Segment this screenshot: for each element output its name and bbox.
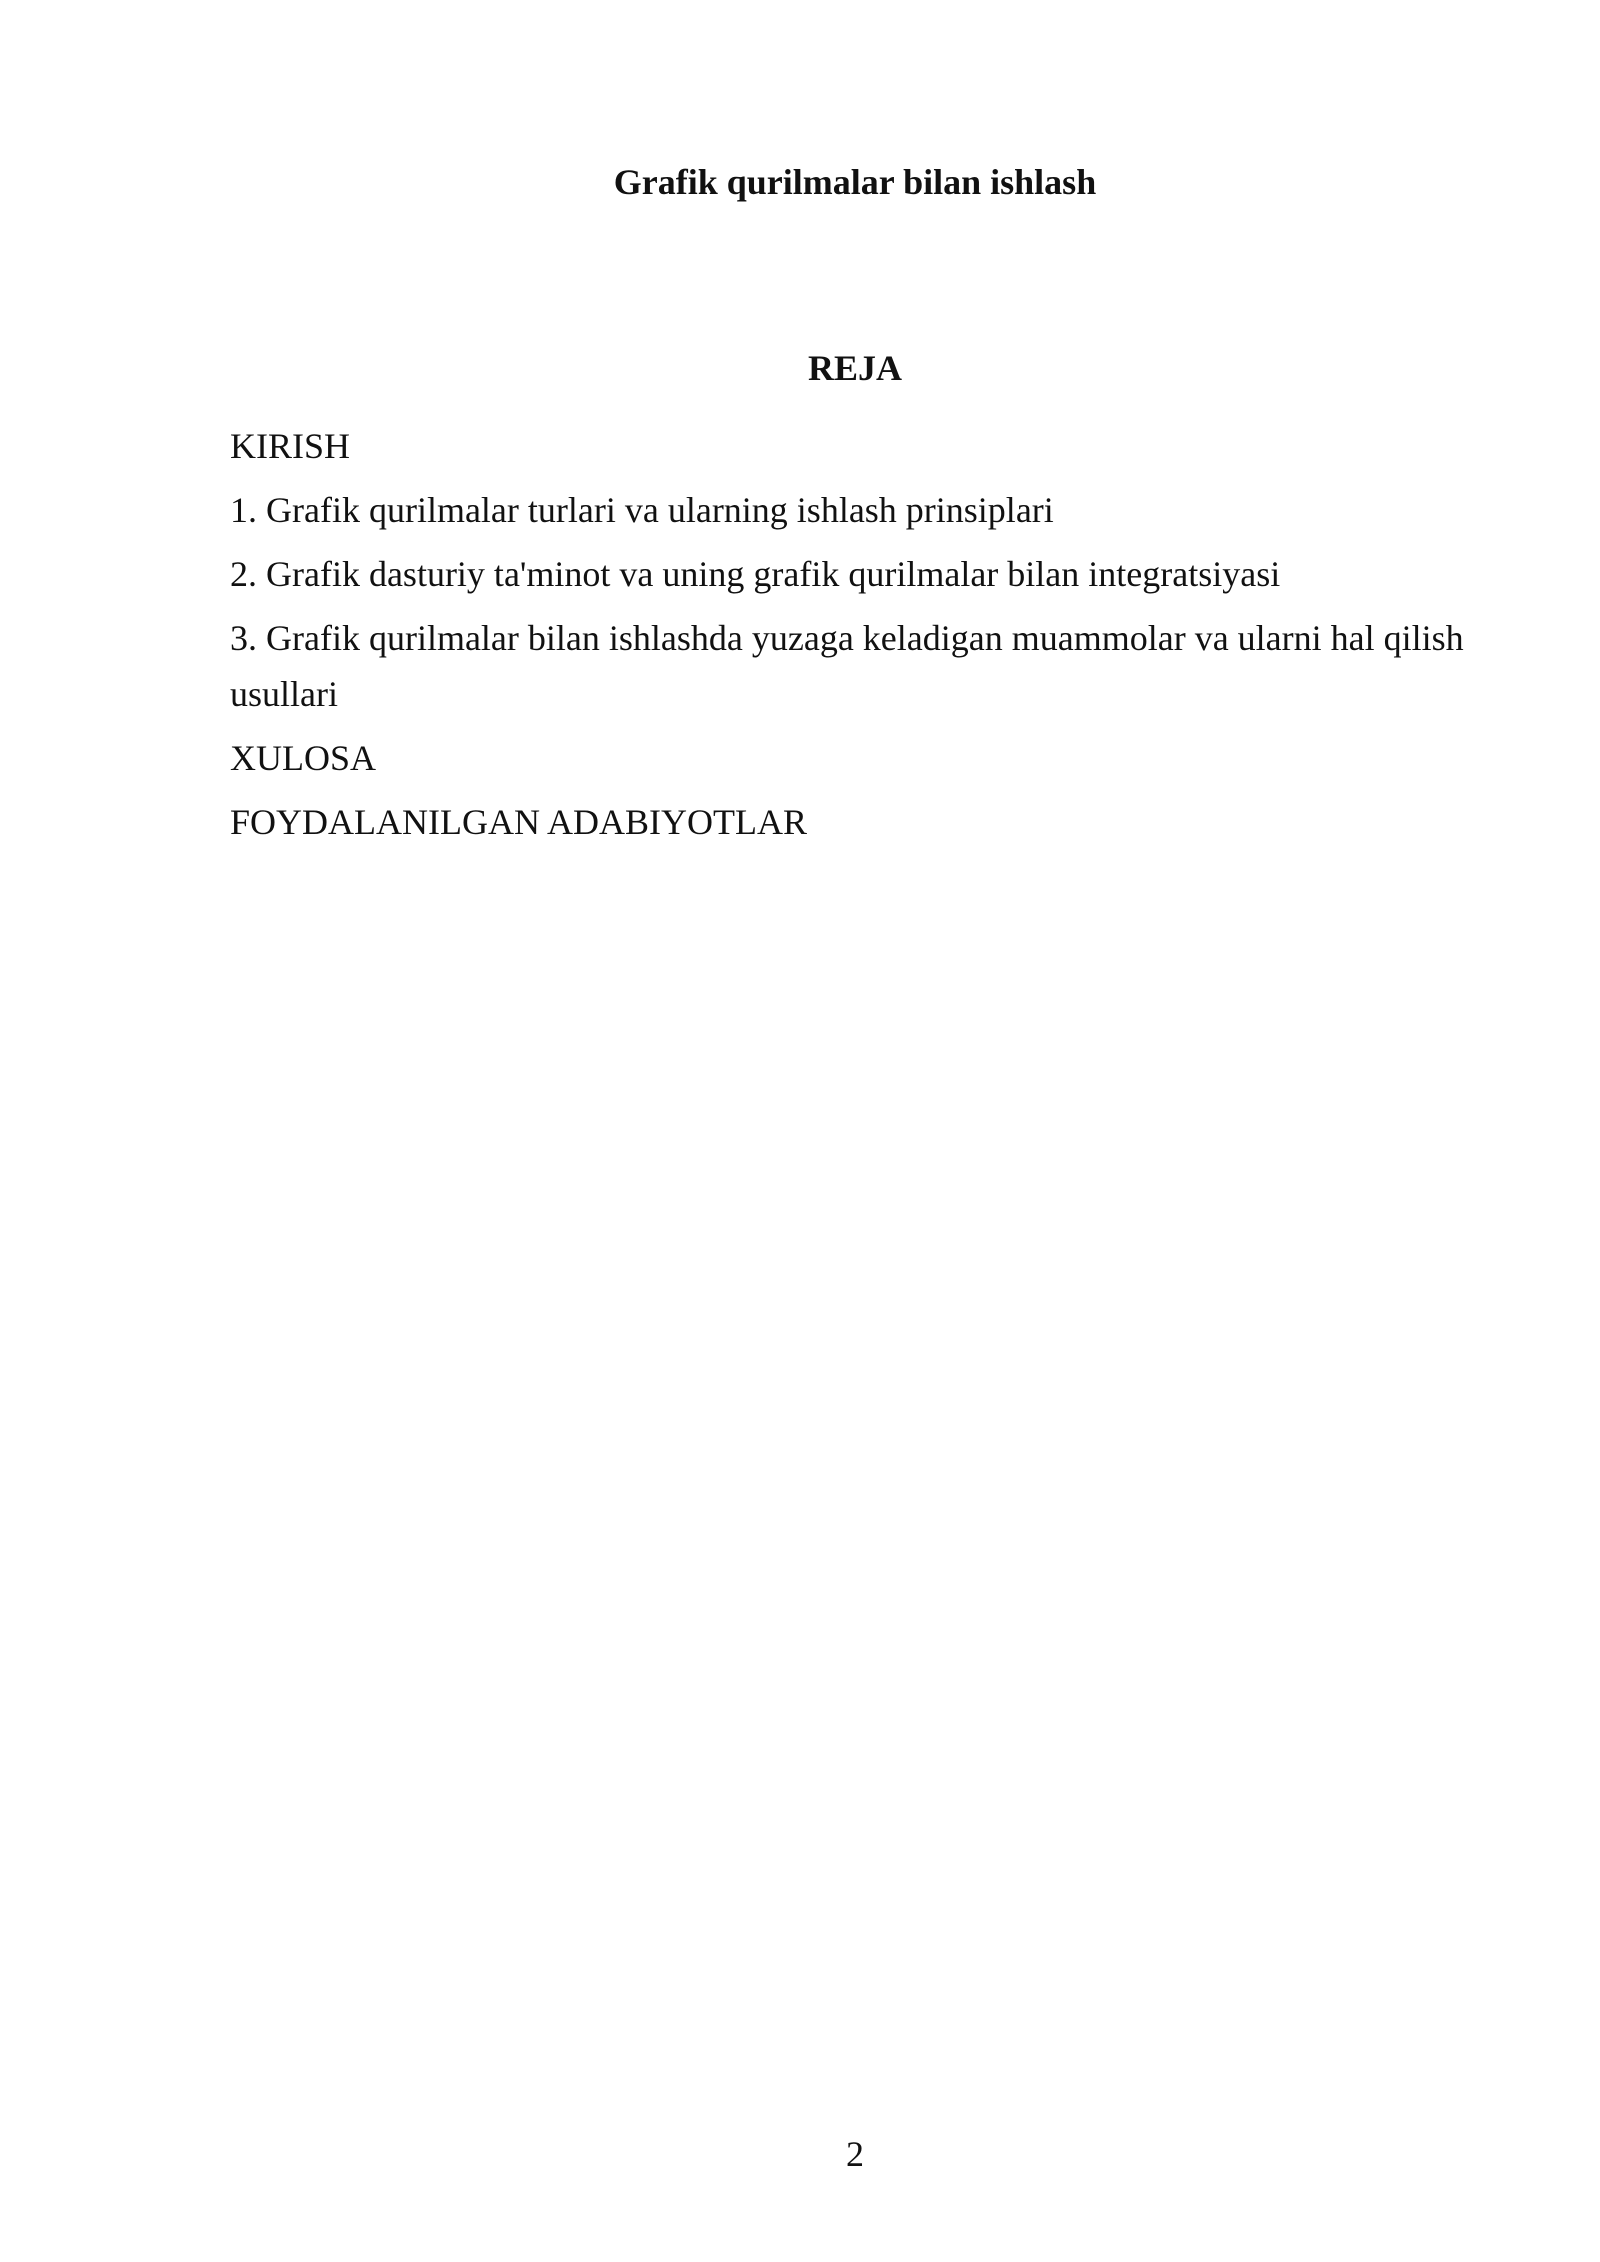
toc-item-section-1: 1. Grafik qurilmalar turlari va ularning ishlash prinsiplari [230, 490, 1054, 530]
toc-item-references: FOYDALANILGAN ADABIYOTLAR [230, 802, 807, 842]
table-of-contents [230, 418, 1480, 858]
toc-item-section-3: 3. Grafik qurilmalar bilan ishlashda yuzaga keladigan muammolar va ularni hal qilish usullari [230, 618, 1464, 714]
plan-heading: REJA [807, 348, 902, 388]
toc-item-introduction: KIRISH [230, 426, 351, 466]
page-number: 2 [846, 2134, 864, 2174]
toc-item-conclusion: XULOSA [230, 738, 377, 778]
document-title: Grafik qurilmalar bilan ishlash [613, 162, 1097, 202]
toc-item-section-2: 2. Grafik dasturiy ta'minot va uning grafik qurilmalar bilan integratsiyasi [230, 554, 1281, 594]
